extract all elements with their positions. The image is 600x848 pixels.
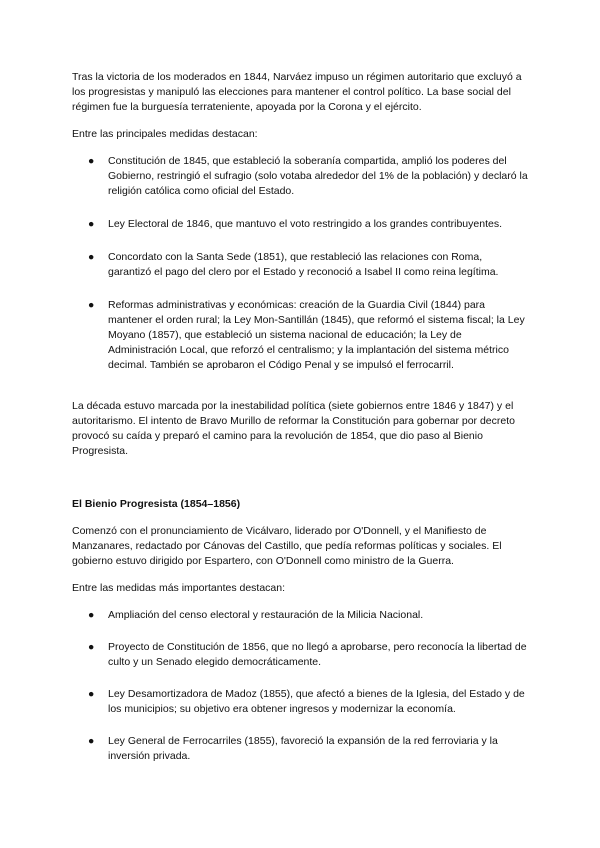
list-item-text: Ley Electoral de 1846, que mantuvo el voto restringido a los grandes contribuyentes.: [108, 218, 502, 230]
important-measures-lead: Entre las medidas más importantes destacan:: [72, 582, 286, 594]
bullet-icon: ●: [88, 155, 95, 167]
list-item-text: Ley General de Ferrocarriles (1855), favoreció la expansión de la red ferroviaria y la inversión privada.: [108, 735, 498, 762]
bullet-icon: ●: [88, 609, 95, 621]
bullet-icon: ●: [88, 688, 95, 700]
bullet-icon: ●: [88, 299, 95, 311]
list-item: [72, 608, 528, 623]
list-item: [72, 250, 528, 280]
list-item: [72, 640, 528, 670]
list-item-text: Ley Desamortizadora de Madoz (1855), que afectó a bienes de la Iglesia, del Estado y de los municipios; su objetivo era obtener ingresos y modernizar la economía.: [108, 688, 525, 715]
bienio-progresista-heading: El Bienio Progresista (1854–1856): [72, 498, 241, 510]
list-item-text: Ampliación del censo electoral y restauración de la Milicia Nacional.: [108, 609, 424, 621]
bullet-icon: ●: [88, 251, 95, 263]
moderate-measures-list: [72, 154, 528, 373]
main-measures-lead: Entre las principales medidas destacan:: [72, 128, 258, 140]
bienio-intro-paragraph: Comenzó con el pronunciamiento de Vicálvaro, liderado por O'Donnell, y el Manifiesto de Manzanares, redactado por Cánovas del Castillo, que pedía reformas políticas y sociales. El gobierno estuvo dirigido por Espartero, con O'Donnell como ministro de la Guerra.: [72, 525, 502, 567]
list-item-text: Concordato con la Santa Sede (1851), que restableció las relaciones con Roma, garantizó el pago del clero por el Estado y reconoció a Isabel II como reina legítima.: [108, 251, 499, 278]
list-item-text: Proyecto de Constitución de 1856, que no llegó a aprobarse, pero reconocía la libertad de culto y un Senado elegido democráticamente.: [108, 641, 527, 668]
bullet-icon: ●: [88, 218, 95, 230]
bienio-measures-list: [72, 608, 528, 764]
list-item: [72, 217, 528, 232]
list-item: [72, 298, 528, 373]
moderate-decade-closing-paragraph: La década estuvo marcada por la inestabilidad política (siete gobiernos entre 1846 y 1847) y el autoritarismo. El intento de Bravo Murillo de reformar la Constitución para gobernar por decreto provocó su caída y preparó el camino para la revolución de 1854, que dio paso al Bienio Progresista.: [72, 400, 515, 457]
moderate-decade-intro-paragraph: Tras la victoria de los moderados en 1844, Narváez impuso un régimen autoritario que excluyó a los progresistas y manipuló las elecciones para mantener el control político. La base social del régimen fue la burguesía terrateniente, apoyada por la Corona y el ejército.: [72, 71, 522, 113]
list-item: [72, 154, 528, 199]
list-item-text: Constitución de 1845, que estableció la soberanía compartida, amplió los poderes del Gobierno, restringió el sufragio (solo votaba alrededor del 1% de la población) y declaró la religión católica como oficial del Estado.: [108, 155, 528, 197]
bullet-icon: ●: [88, 641, 95, 653]
list-item: [72, 734, 528, 764]
list-item-text: Reformas administrativas y económicas: creación de la Guardia Civil (1844) para mantener el orden rural; la Ley Mon-Santillán (1845), que reformó el sistema fiscal; la Ley Moyano (1857), que estableció un sistema nacional de educación; la Ley de Administración Local, que reforzó el centralismo; y la implantación del sistema métrico decimal. También se aprobaron el Código Penal y se impulsó el ferrocarril.: [108, 299, 525, 371]
document-page: [72, 70, 528, 781]
list-item: [72, 687, 528, 717]
bullet-icon: ●: [88, 735, 95, 747]
